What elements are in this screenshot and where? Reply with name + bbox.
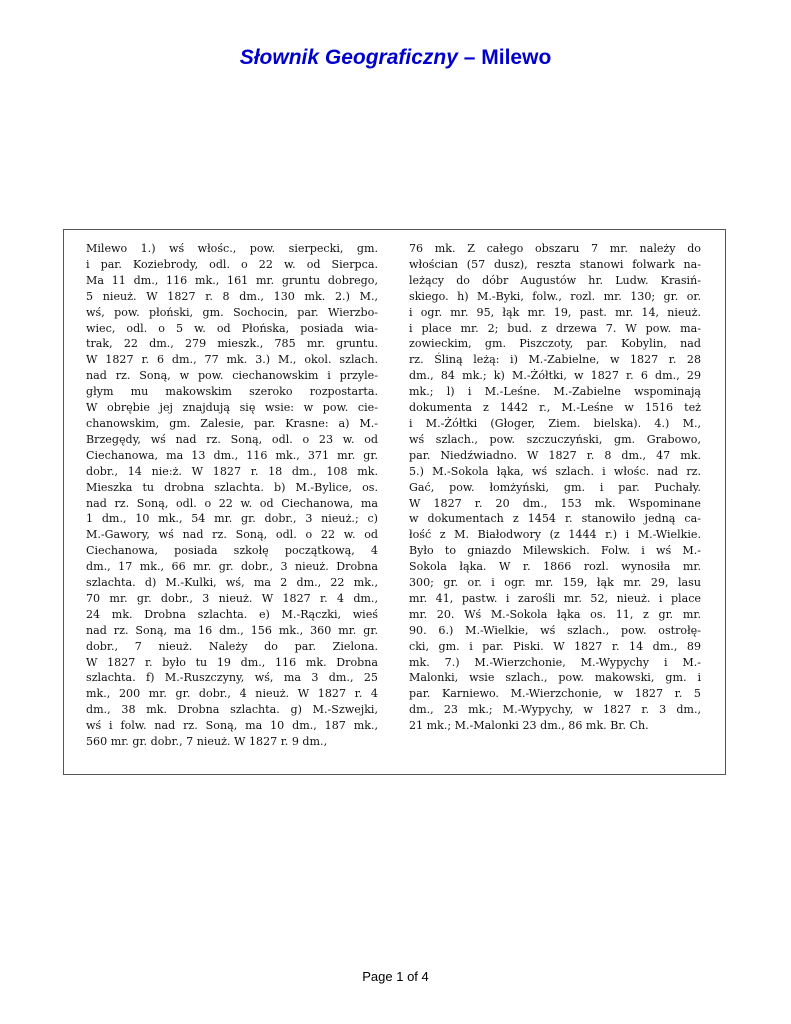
scanned-article [63,229,726,775]
page-title [0,46,791,70]
article-line: mr. 41, pastw. i zarośli mr. 52, nieuż. i place [409,591,701,605]
article-line: w dokumentach z 1454 r. stanowiło jedną ca- [409,512,701,526]
article-line: cki, gm. i par. Piski. W 1827 r. 14 dm., 89 [409,639,701,653]
article-line: 5.) M.-Sokola łąka, wś szlach. i włośc. nad rz. [409,464,701,478]
article-line: 70 mr. gr. dobr., 3 nieuż. W 1827 r. 4 dm., [86,591,378,605]
article-line: par. Niedźwiadno. W 1827 r. 8 dm., 47 mk. [409,448,701,462]
article-line: dm., 38 mk. Drobna szlachta. g) M.-Szwejki, [86,703,378,717]
title-italic: Słownik Geograficzny [239,46,458,69]
article-line: 5 nieuż. W 1827 r. 8 dm., 130 mk. 2.) M., [86,289,378,303]
article-line: W 1827 r. 20 dm., 153 mk. Wspominane [409,496,701,510]
article-line: 1 dm., 10 mk., 54 mr. gr. dobr., 3 nieuż.; c) [86,512,378,526]
article-line: Milewo 1.) wś włośc., pow. sierpecki, gm. [86,242,378,255]
article-line: dokumenta z 1442 r., M.-Leśne w 1516 też [409,401,701,415]
article-left-column [86,241,378,750]
article-line: dobr., 14 nie:ż. W 1827 r. 18 dm., 108 mk. [86,464,378,478]
article-line: wś i folw. nad rz. Soną, ma 10 dm., 187 mk., [86,719,378,733]
article-line: włościan (57 dusz), reszta stanowi folwark na- [409,257,701,271]
article-line: szlachta. f) M.-Ruszczyny, wś, ma 3 dm., 25 [86,671,378,685]
article-line: W 1827 r. 6 dm., 77 mk. 3.) M., okol. szlach. [86,353,378,367]
article-line: wś, pow. płoński, gm. Sochocin, par. Wierzbo- [86,305,378,319]
article-right-column [409,241,701,734]
article-line: dm., 17 mk., 66 mr. gr. dobr., 3 nieuż. Drobna [86,560,378,574]
article-line: wiec, odl. o 5 w. od Płońska, posiada wia- [86,321,378,335]
article-line: dm., 84 mk.; k) M.-Żółtki, w 1827 r. 6 dm., 29 [409,369,701,383]
article-line: i M.-Żółtki (Głoger, Ziem. bielska). 4.) M., [409,416,701,430]
article-line: Brzegędy, wś nad rz. Soną, odl. o 23 w. od [86,432,378,446]
article-line: nad rz. Soną, ma 16 dm., 156 mk., 360 mr. gr. [86,623,378,637]
article-line: głym mu makowskim szeroko rozpostarta. [86,385,378,399]
article-line: 90. 6.) M.-Wielkie, wś szlach., pow. ostrołę- [409,623,701,637]
article-line: 300; gr. or. i ogr. mr. 159, łąk mr. 29, lasu [409,576,701,590]
article-line: mk. 7.) M.-Wierzchonie, M.-Wypychy i M.- [409,655,701,669]
article-line: nad rz. Soną, odl. o 22 w. od Ciechanowa, ma [86,496,378,510]
title-rest: – Milewo [457,46,552,69]
article-line: mk.; l) i M.-Leśne. M.-Zabielne wspominają [409,385,701,399]
article-line: Gać, pow. łomżyński, gm. i par. Puchały. [409,480,701,494]
article-line: 24 mk. Drobna szlachta. e) M.-Rączki, wieś [86,607,378,621]
article-line: Ma 11 dm., 116 mk., 161 mr. gruntu dobrego, [86,273,378,287]
article-line: Ciechanowa, ma 13 dm., 116 mk., 371 mr. gr. [86,448,378,462]
article-line: rz. Śliną leżą: i) M.-Zabielne, w 1827 r. 28 [409,353,701,367]
page-number: Page 1 of 4 [362,969,429,984]
article-line: chanowskim, gm. Zalesie, par. Krasne: a) M.- [86,416,378,430]
article-line: 76 mk. Z całego obszaru 7 mr. należy do [409,242,701,255]
article-line: szlachta. d) M.-Kulki, wś, ma 2 dm., 22 mk., [86,576,378,590]
article-line: dm., 23 mk.; M.-Wypychy, w 1827 r. 3 dm., [409,703,701,717]
article-line: mk., 200 mr. gr. dobr., 4 nieuż. W 1827 r. 4 [86,687,378,701]
article-line: i place mr. 2; bud. z drzewa 7. W pow. ma- [409,321,701,335]
article-line: dobr., 7 nieuż. Należy do par. Zielona. [86,639,378,653]
article-line: nad rz. Soną, w pow. ciechanowskim i przyle- [86,369,378,383]
article-line: M.-Gawory, wś nad rz. Soną, odl. o 22 w. od [86,528,378,542]
article-line: i par. Koziebrody, odl. o 22 w. od Sierpca. [86,257,378,271]
article-line: zowieckim, gm. Piszczoty, par. Kobylin, nad [409,337,701,351]
article-line: W 1827 r. było tu 19 dm., 116 mk. Drobna [86,655,378,669]
article-line: par. Karniewo. M.-Wierzchonie, w 1827 r. 5 [409,687,701,701]
article-line: łość z M. Białodwory (z 1444 r.) i M.-Wielkie. [409,528,701,542]
article-line: Mieszka tu drobna szlachta. b) M.-Bylice, os. [86,480,378,494]
article-line: i ogr. mr. 95, łąk mr. 19, past. mr. 14, nieuż. [409,305,701,319]
article-line: mr. 20. Wś M.-Sokola łąka os. 11, z gr. mr. [409,607,701,621]
article-line: Sokola łąka. W r. 1866 rozl. wynosiła mr. [409,560,701,574]
article-line: trak, 22 dm., 279 mieszk., 785 mr. gruntu. [86,337,378,351]
article-line: 21 mk.; M.-Malonki 23 dm., 86 mk. Br. Ch. [409,719,649,733]
article-line: Było to gniazdo Milewskich. Folw. i wś M.- [409,544,701,558]
article-line: W obrębie jej znajdują się wsie: w pow. cie- [86,401,378,415]
article-line: leżący do dóbr Augustów hr. Ludw. Krasiń- [409,273,701,287]
article-line: skiego. h) M.-Byki, folw., rozl. mr. 130; gr. or. [409,289,701,303]
article-line: Ciechanowa, posiada szkołę początkową, 4 [86,544,378,558]
article-line: Malonki, wsie szlach., pow. makowski, gm. i [409,671,701,685]
article-line: wś szlach., pow. szczuczyński, gm. Grabowo, [409,432,701,446]
article-line: 560 mr. gr. dobr., 7 nieuż. W 1827 r. 9 dm., [86,735,328,749]
